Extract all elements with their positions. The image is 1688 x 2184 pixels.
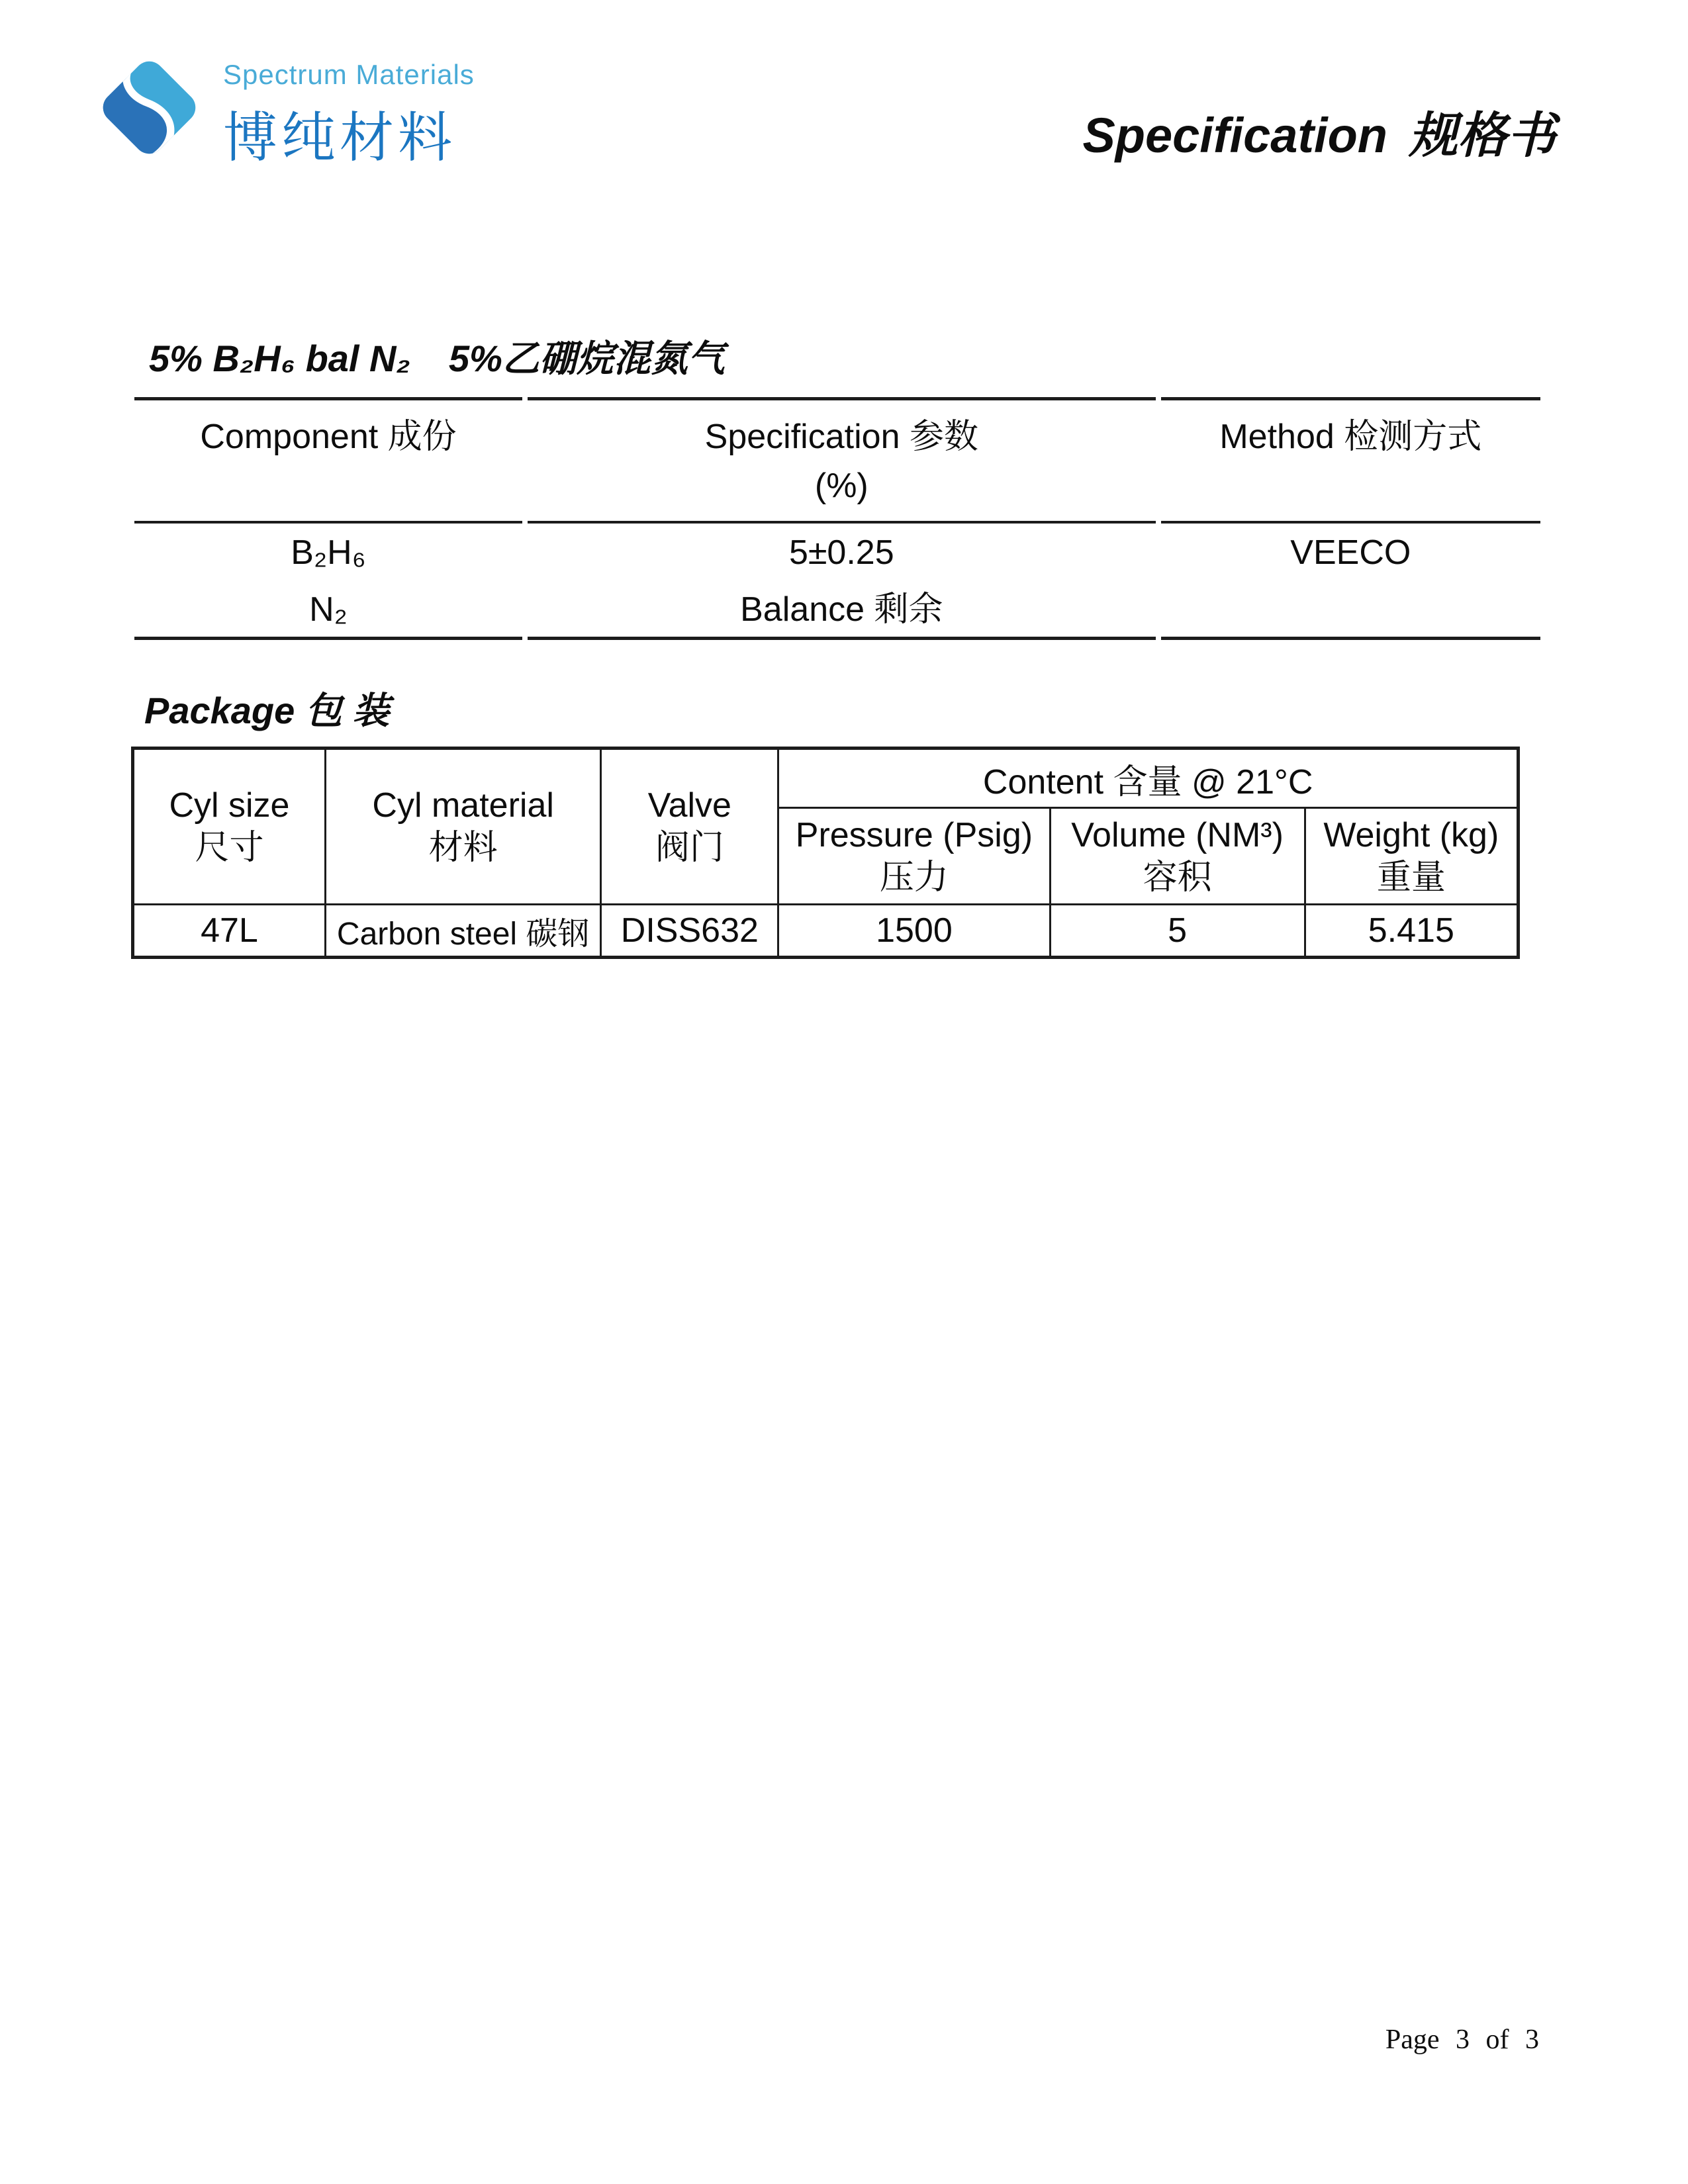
col-header-cyl-material-en: Cyl material <box>372 786 554 825</box>
col-header-weight-cn: 重量 <box>1376 858 1446 897</box>
col-header-volume <box>1050 808 1305 905</box>
col-header-volume-cn: 容积 <box>1143 858 1212 897</box>
col-header-method: Method 检测方式 <box>1161 397 1540 523</box>
document-title-cn: 规格书 <box>1409 108 1556 163</box>
component-cell: B₂H₆ <box>291 533 366 572</box>
col-header-pressure-en: Pressure (Psig) <box>795 815 1033 854</box>
pressure-cell: 1500 <box>778 905 1050 958</box>
spec-table-row-b2h6 <box>134 523 1540 582</box>
valve-cell: DISS632 <box>601 905 778 958</box>
logo-text <box>223 50 475 172</box>
document-title-en: Specification <box>1082 108 1387 163</box>
package-table <box>131 747 1520 959</box>
col-header-pressure <box>778 808 1050 905</box>
col-header-weight-en: Weight (kg) <box>1323 815 1499 854</box>
col-header-specification-unit: (%) <box>814 467 868 505</box>
spec-table-row-n2 <box>134 582 1540 640</box>
col-header-cyl-material <box>325 749 601 905</box>
weight-cell: 5.415 <box>1305 905 1518 958</box>
cyl-size-cell: 47L <box>133 905 326 958</box>
method-cell: VEECO <box>1290 533 1411 572</box>
product-name-cn: 5%乙硼烷混氮气 <box>448 338 725 379</box>
method-cell <box>1161 582 1540 640</box>
volume-cell: 5 <box>1050 905 1305 958</box>
col-header-cyl-size-cn: 尺寸 <box>195 829 264 867</box>
col-header-weight <box>1305 808 1518 905</box>
brand-name-en: Spectrum Materials <box>223 59 475 90</box>
specification-cell: Balance 剩余 <box>528 582 1156 640</box>
col-header-content-group: Content 含量 @ 21°C <box>778 749 1519 808</box>
spectrum-diamond-s-icon <box>91 50 207 165</box>
col-header-volume-en: Volume (NM³) <box>1071 815 1284 854</box>
col-header-cyl-size-en: Cyl size <box>169 786 290 825</box>
col-header-specification <box>528 397 1156 523</box>
col-header-specification-label: Specification 参数 <box>704 418 978 456</box>
specification-cell: 5±0.25 <box>788 533 894 572</box>
page-number: Page 3 of 3 <box>1385 2025 1539 2055</box>
col-header-component: Component 成份 <box>134 397 522 523</box>
component-cell: N₂ <box>134 582 522 640</box>
col-header-pressure-cn: 压力 <box>879 858 949 897</box>
document-title <box>1082 97 1556 167</box>
brand-name-cn: 博纯材料 <box>223 108 457 168</box>
package-heading: Package 包 装 <box>144 690 390 731</box>
spec-table-header-row <box>134 397 1540 523</box>
logo <box>91 50 475 172</box>
product-heading <box>149 330 725 383</box>
product-name-en: 5% B₂H₆ bal N₂ <box>149 338 410 379</box>
col-header-valve-en: Valve <box>647 786 731 825</box>
package-table-row <box>133 905 1519 958</box>
col-header-valve-cn: 阀门 <box>655 829 724 867</box>
component-spec-table <box>129 397 1546 640</box>
cyl-material-cell: Carbon steel 碳钢 <box>325 905 601 958</box>
col-header-cyl-size <box>133 749 326 905</box>
col-header-cyl-material-cn: 材料 <box>428 829 498 867</box>
col-header-valve <box>601 749 778 905</box>
package-table-header-row-1 <box>133 749 1519 808</box>
